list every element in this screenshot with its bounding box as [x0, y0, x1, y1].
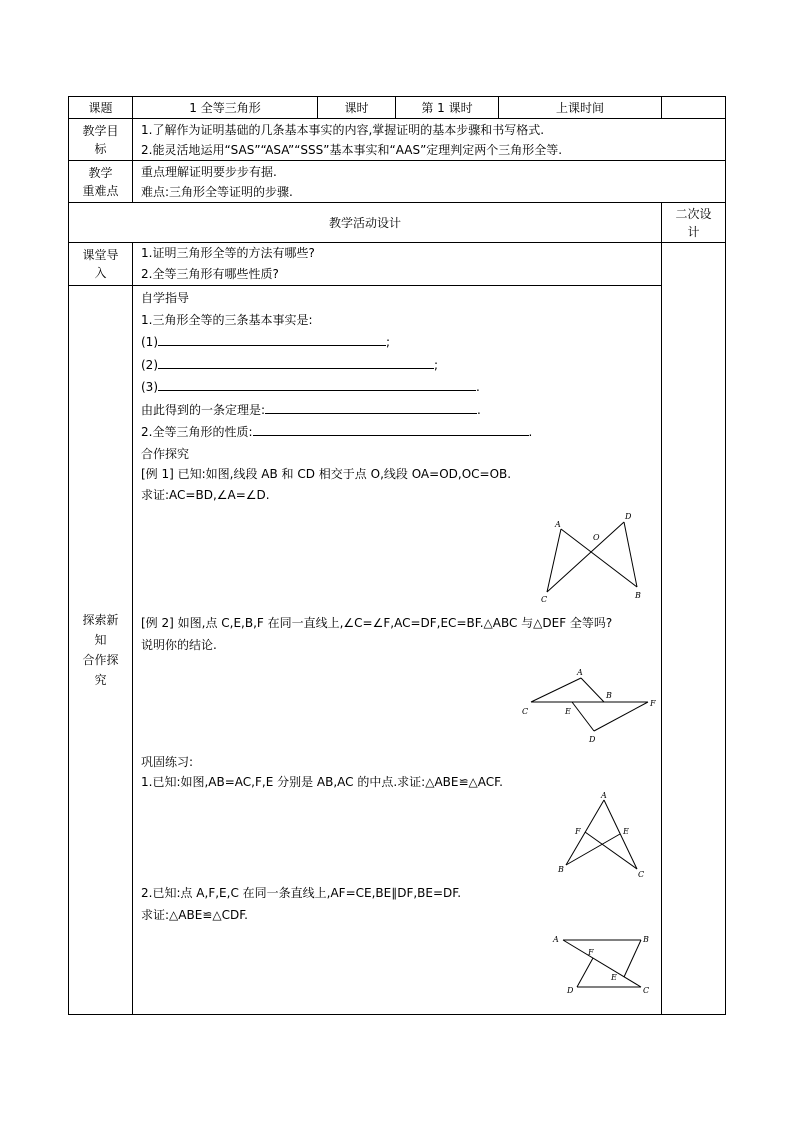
figure-1-svg — [543, 506, 663, 612]
blank-1-row: (1) ; — [141, 331, 661, 354]
point-label: D — [567, 985, 574, 995]
intro-row — [69, 243, 726, 286]
point-label: F — [575, 826, 581, 836]
intro-content — [133, 243, 662, 286]
period-value: 第 1 课时 — [396, 97, 499, 119]
point-label: E — [565, 706, 571, 716]
answer-blank[interactable] — [158, 331, 386, 346]
difficult-point: 难点:三角形全等证明的步骤. — [141, 184, 293, 199]
second-design-cell — [662, 243, 726, 1015]
point-label: A — [553, 934, 559, 944]
example-2-text: [例 2] 如图,点 C,E,B,F 在同一直线上,∠C=∠F,AC=DF,EC=BF.△ABC 与△DEF 全等吗? — [141, 615, 613, 630]
point-label: C — [638, 869, 645, 879]
answer-blank[interactable] — [158, 376, 476, 391]
figure-3-svg — [560, 792, 660, 882]
example-2-conclude: 说明你的结论. — [141, 637, 217, 652]
answer-blank[interactable] — [158, 354, 434, 369]
example-1-text: [例 1] 已知:如图,线段 AB 和 CD 相交于点 O,线段 OA=OD,OC=OB. — [141, 466, 512, 481]
period-label: 课时 — [318, 97, 396, 119]
practice-1: 1.已知:如图,AB=AC,F,E 分别是 AB,AC 的中点.求证:△ABE≌△ACF. — [141, 774, 503, 789]
example-1-prove: 求证:AC=BD,∠A=∠D. — [141, 487, 270, 502]
figure-4 — [133, 926, 661, 1006]
goals-content — [133, 119, 726, 161]
point-label: A — [555, 519, 561, 529]
keypoints-row — [69, 161, 726, 203]
self-guide-heading: 自学指导 — [141, 291, 190, 305]
point-label: D — [625, 511, 632, 521]
figure-3 — [133, 792, 661, 882]
goals-label: 教学目 标 — [69, 119, 133, 161]
explore-label: 探索新 知 合作探 究 — [69, 286, 133, 1015]
question-2-row: 2.全等三角形的性质: . — [141, 421, 661, 444]
point-label: F — [650, 698, 656, 708]
figure-4-svg — [549, 926, 659, 1006]
goal-item: 2.能灵活地运用“SAS”“ASA”“SSS”基本事实和“AAS”定理判定两个三角形全等. — [141, 142, 563, 157]
answer-blank[interactable] — [265, 399, 477, 414]
figure-2-svg — [521, 656, 661, 752]
point-label: E — [623, 826, 629, 836]
keypoints-label: 教学 重难点 — [69, 161, 133, 203]
design-row — [69, 203, 726, 243]
goal-item: 1.了解作为证明基础的几条基本事实的内容,掌握证明的基本步骤和书写格式. — [141, 122, 545, 137]
point-label: B — [643, 934, 649, 944]
intro-item: 2.全等三角形有哪些性质? — [141, 267, 279, 281]
explore-content — [133, 286, 662, 1015]
header-row — [69, 97, 726, 119]
blank-3-row: (3) . — [141, 376, 661, 399]
question-1: 1.三角形全等的三条基本事实是: — [141, 312, 313, 327]
point-label: F — [588, 947, 594, 957]
time-value — [662, 97, 726, 119]
practice-heading: 巩固练习: — [141, 754, 194, 769]
point-label: B — [606, 690, 612, 700]
point-label: A — [577, 667, 583, 677]
point-label: B — [635, 590, 641, 600]
coop-heading: 合作探究 — [141, 446, 190, 461]
theorem-row: 由此得到的一条定理是: . — [141, 399, 661, 422]
point-label: C — [522, 706, 529, 716]
point-label: B — [558, 864, 564, 874]
figure-1 — [133, 506, 661, 612]
explore-row — [69, 286, 726, 1015]
time-label: 上课时间 — [499, 97, 662, 119]
lesson-plan-table — [68, 96, 726, 1015]
key-point: 重点理解证明要步步有据. — [141, 164, 277, 179]
design-title: 教学活动设计 — [69, 203, 662, 243]
topic-value: 1 全等三角形 — [133, 97, 318, 119]
practice-2-prove: 求证:△ABE≌△CDF. — [141, 907, 248, 922]
blank-2-row: (2) ; — [141, 354, 661, 377]
point-label: D — [589, 734, 596, 744]
goals-row — [69, 119, 726, 161]
intro-label: 课堂导 入 — [69, 243, 133, 286]
figure-2 — [133, 656, 661, 752]
answer-blank[interactable] — [253, 421, 529, 436]
point-label: C — [541, 594, 548, 604]
intro-item: 1.证明三角形全等的方法有哪些? — [141, 246, 315, 260]
point-label: O — [593, 532, 600, 542]
point-label: C — [643, 985, 650, 995]
second-design-label: 二次设 计 — [662, 203, 726, 243]
point-label: E — [611, 972, 617, 982]
practice-2-text: 2.已知:点 A,F,E,C 在同一条直线上,AF=CE,BE∥DF,BE=DF. — [141, 885, 462, 900]
topic-label: 课题 — [69, 97, 133, 119]
keypoints-content — [133, 161, 726, 203]
point-label: A — [601, 790, 607, 800]
